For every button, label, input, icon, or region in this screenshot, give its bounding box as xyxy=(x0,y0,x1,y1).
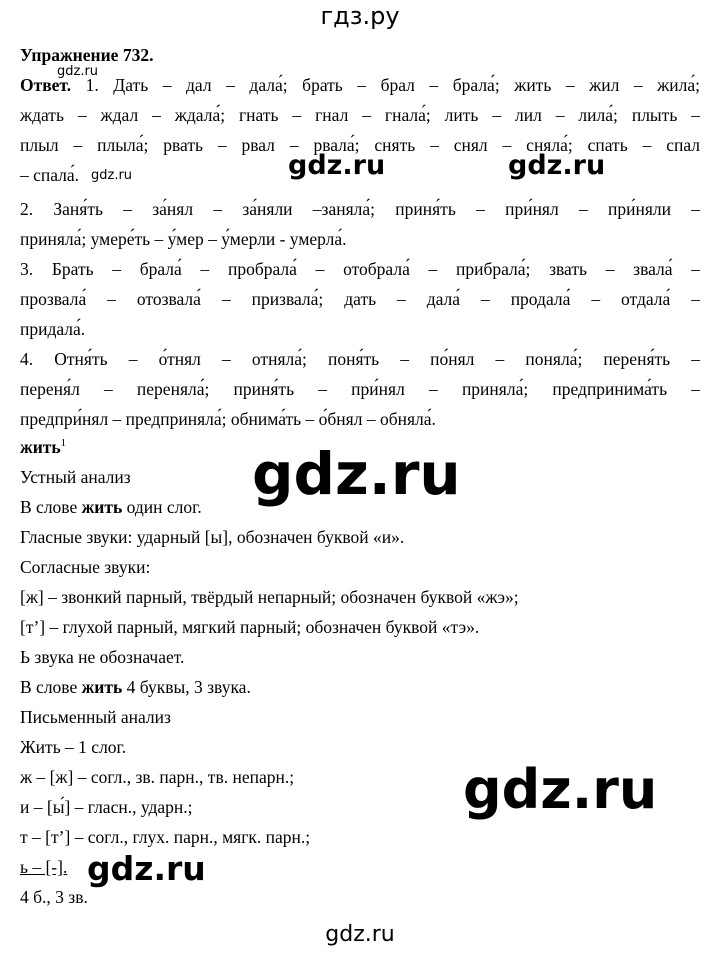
answer-line-1: Ответ. 1. Дать – дал – дала́; брать – брал – брала́; жить – жил – жила́; xyxy=(20,75,700,95)
answer-line-7: 3. Брать – брала́ – пробрала́ – отобрала́ – прибрала́; звать – звала́ – xyxy=(20,259,700,279)
consonant-line-1: [ж] – звонкий парный, твёрдый непарный; обозначен буквой «жэ»; xyxy=(20,587,519,607)
answer-line-2: ждать – ждал – ждала́; гнать – гнал – гнала́; лить – лил – лила́; плыть – xyxy=(20,105,700,125)
footnote-marker: 1 xyxy=(60,437,67,450)
written-total-line: 4 б., 3 зв. xyxy=(20,887,88,907)
site-header: гдз.ру xyxy=(320,2,400,30)
written-analysis-title: Письменный анализ xyxy=(20,707,171,727)
written-line-2: и – [ы́] – гласн., ударн.; xyxy=(20,797,193,817)
watermark-medium: gdz.ru xyxy=(508,150,606,181)
answer-line-12: предпри́нял – предприняла́; обнима́ть – о́бнял – обняла́. xyxy=(20,409,436,429)
answer-line-3: плыл – плыла́; рвать – рвал – рвала́; снять – снял – сняла́; спать – спал xyxy=(20,135,700,155)
answer-line-4: – спала́. xyxy=(20,165,80,185)
exercise-title: Упражнение 732. xyxy=(20,45,154,65)
watermark-small: gdz.ru xyxy=(91,168,133,183)
answer-line-5: 2. Заня́ть – за́нял – за́няли –заняла́; приня́ть – при́нял – при́няли – xyxy=(20,199,700,219)
written-line-3: т – [т’] – согл., глух. парн., мягк. парн.; xyxy=(20,827,311,847)
answer-line-9: придала́. xyxy=(20,319,86,339)
answer-line-10: 4. Отня́ть – о́тнял – отняла́; поня́ть – по́нял – поняла́; переня́ть – xyxy=(20,349,700,369)
watermark-medium: gdz.ru xyxy=(87,849,206,888)
syllable-line: В слове жить один слог. xyxy=(20,497,202,517)
soft-sign-line: Ь звука не обозначает. xyxy=(20,647,185,667)
written-syllable-line: Жить – 1 слог. xyxy=(20,737,127,757)
answer-line-6: приняла́; умере́ть – у́мер – у́мерли - умерла́. xyxy=(20,229,347,249)
analysis-word-heading: жить$^1$ xyxy=(20,437,67,457)
oral-analysis-title: Устный анализ xyxy=(20,467,131,487)
count-line: В слове жить 4 буквы, 3 звука. xyxy=(20,677,251,697)
site-footer: gdz.ru xyxy=(325,922,395,947)
watermark-small: gdz.ru xyxy=(57,64,99,79)
answer-line-11: переня́л – переняла́; приня́ть – при́нял – приняла́; предпринима́ть – xyxy=(20,379,700,399)
answer-line-8: прозвала́ – отозвала́ – призвала́; дать – дала́ – продала́ – отдала́ – xyxy=(20,289,700,309)
written-line-4: ь – [-]. xyxy=(20,857,68,877)
vowels-line: Гласные звуки: ударный [ы], обозначен буквой «и». xyxy=(20,527,405,547)
consonants-title: Согласные звуки: xyxy=(20,557,151,577)
written-line-1: ж – [ж] – согл., зв. парн., тв. непарн.; xyxy=(20,767,295,787)
watermark-large: gdz.ru xyxy=(252,440,461,508)
consonant-line-2: [т’] – глухой парный, мягкий парный; обозначен буквой «тэ». xyxy=(20,617,480,637)
answer-label: Ответ. xyxy=(20,75,72,95)
watermark-large: gdz.ru xyxy=(463,758,658,821)
watermark-medium: gdz.ru xyxy=(288,150,386,181)
